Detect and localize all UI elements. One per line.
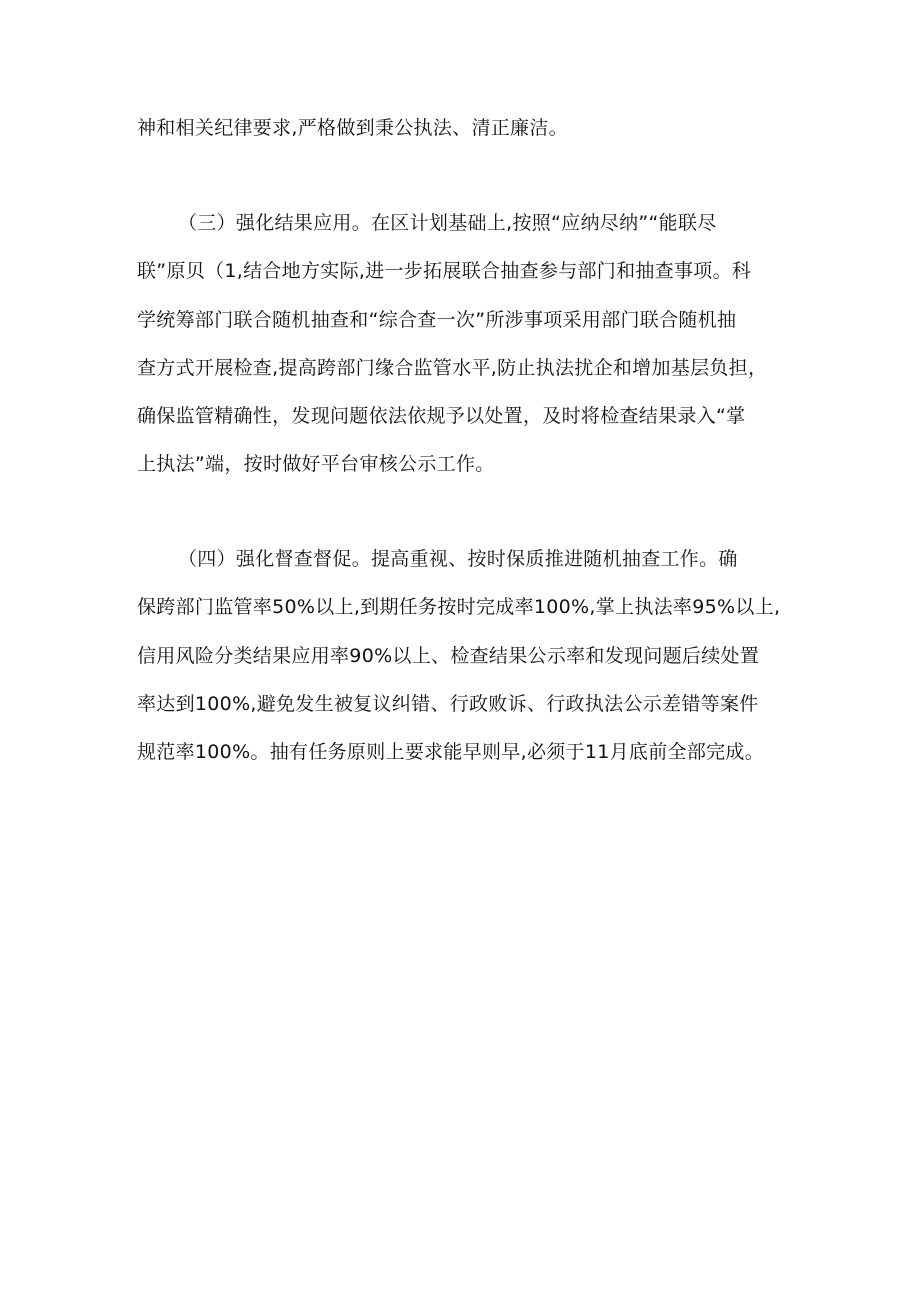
section3-line-6: 上执法”端，按时做好平台审核公示工作。	[137, 453, 495, 475]
section4-line-5: 规范率100%。抽有任务原则上要求能早则早,必须于11月底前全部完成。	[137, 741, 765, 763]
section4-line-2: 保跨部门监管率50%以上,到期任务按时完成率100%,掌上执法率95%以上,	[137, 596, 781, 618]
section3-line-5: 确保监管精确性，发现问题依法依规予以处置，及时将检查结果录入“掌	[137, 405, 746, 427]
section3-line-1: （三）强化结果应用。在区计划基础上,按照“应纳尽纳”“能联尽	[178, 212, 717, 234]
section3-line-2: 联”原贝（1,结合地方实际,进一步拓展联合抽查参与部门和抽查事项。科	[137, 260, 752, 282]
section4-line-3: 信用风险分类结果应用率90%以上、检查结果公示率和发现问题后续处置	[137, 645, 760, 667]
paragraph-continuation-line-1: 神和相关纪律要求,严格做到秉公执法、清正廉洁。	[137, 117, 568, 139]
section3-line-3: 学统筹部门联合随机抽查和“综合查一次”所涉事项采用部门联合随机抽	[137, 309, 737, 331]
section4-line-4: 率达到100%,避免发生被复议纠错、行政败诉、行政执法公示差错等案件	[137, 693, 759, 715]
section3-line-4: 查方式开展检查,提高跨部门缘合监管水平,防止执法扰企和增加基层负担，	[137, 357, 768, 379]
section4-line-1: （四）强化督查督促。提高重视、按时保质推进随机抽查工作。确	[178, 548, 738, 570]
